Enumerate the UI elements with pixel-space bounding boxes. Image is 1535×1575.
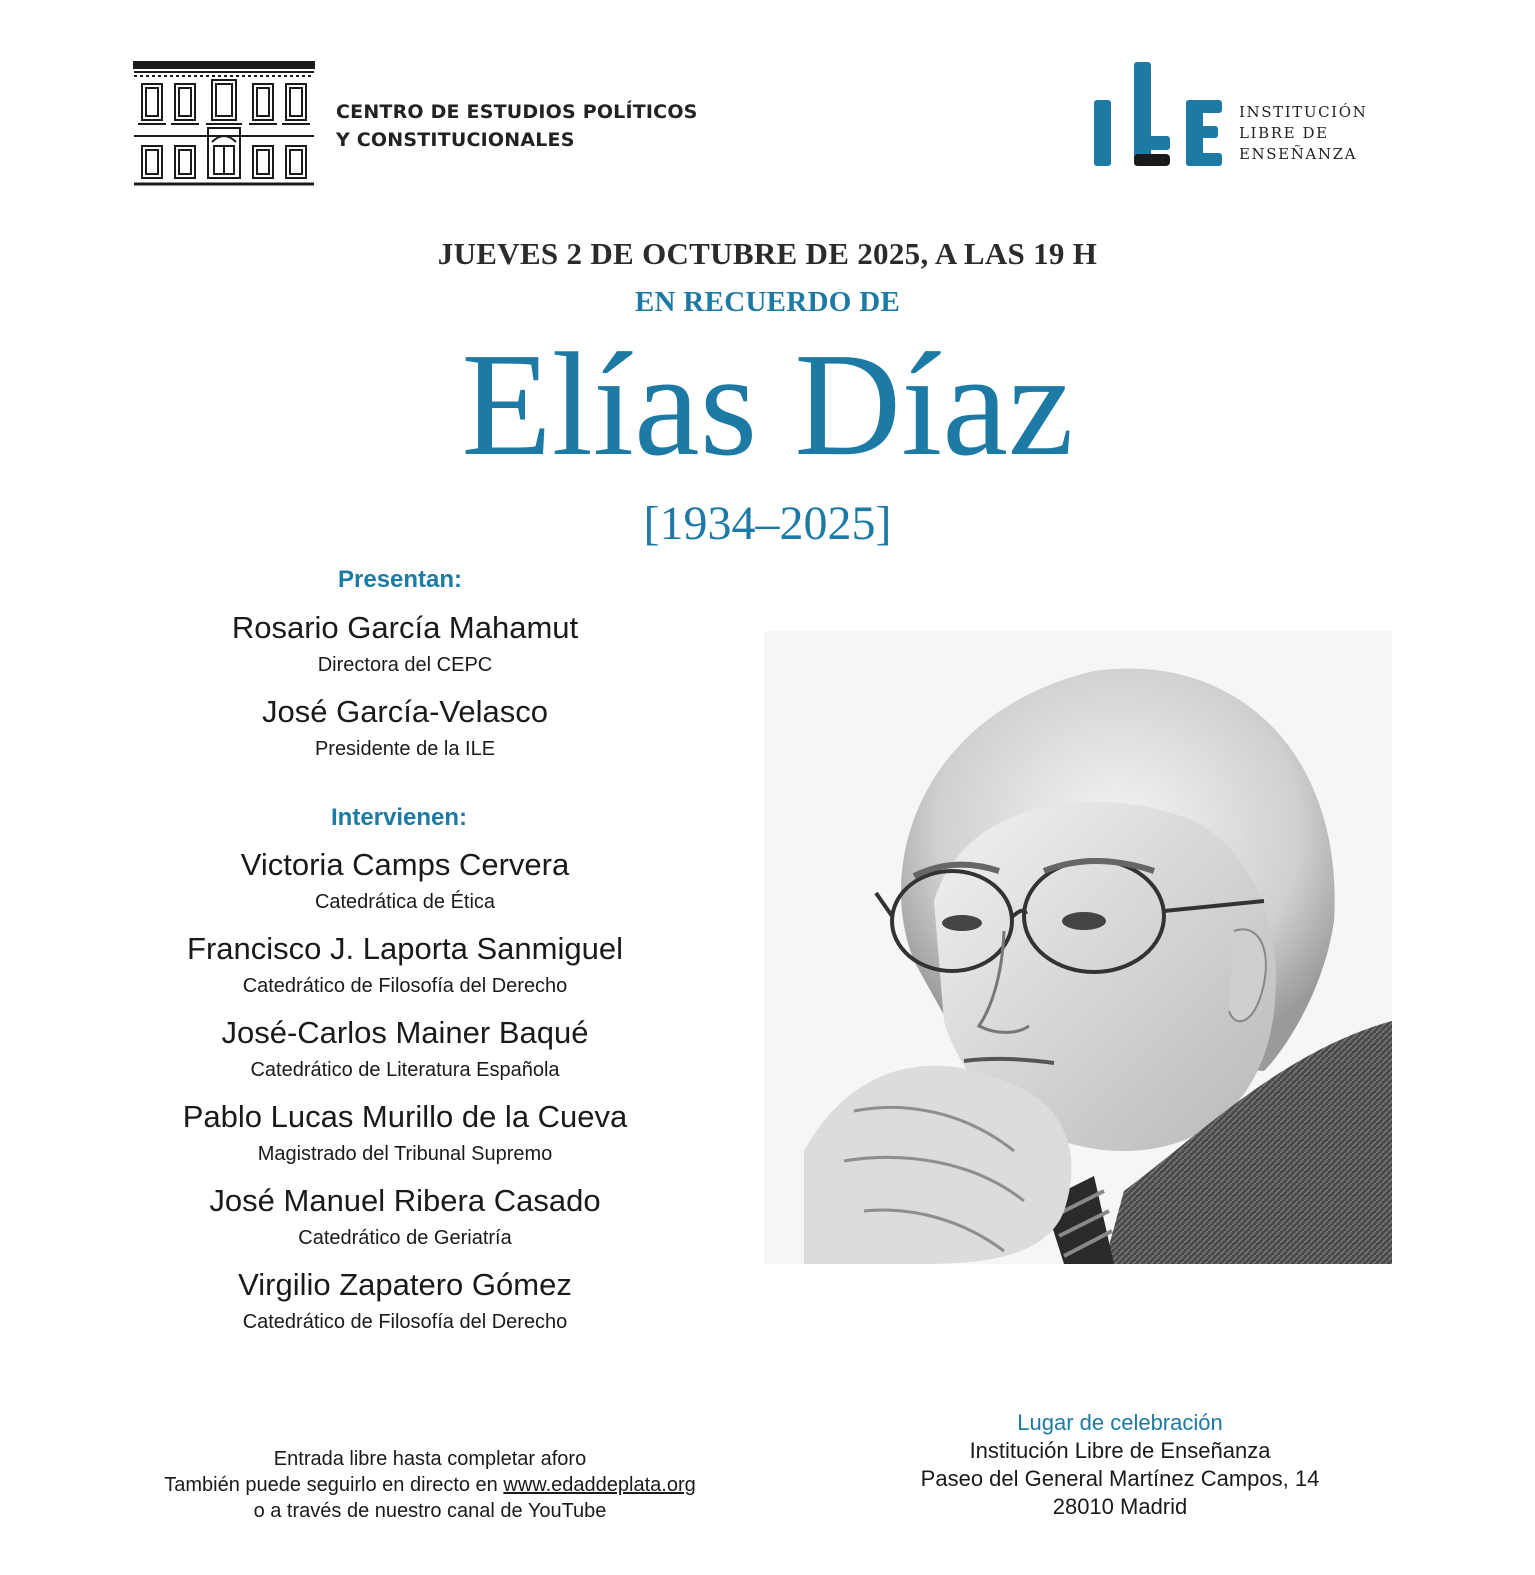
honoree-name: Elías Díaz bbox=[461, 323, 1074, 487]
youtube-note: o a través de nuestro canal de YouTube bbox=[253, 1500, 607, 1522]
cepc-institution-name bbox=[336, 98, 698, 154]
speaker-name: Francisco J. Laporta Sanmiguel bbox=[187, 931, 623, 966]
speaker-name: Pablo Lucas Murillo de la Cueva bbox=[182, 1099, 628, 1134]
venue-city: 28010 Madrid bbox=[1052, 1494, 1188, 1519]
intervienen-label: Intervienen: bbox=[331, 804, 468, 831]
streaming-note bbox=[100, 1474, 760, 1497]
venue-name: Institución Libre de Enseñanza bbox=[969, 1438, 1271, 1463]
ile-institution-name bbox=[1239, 102, 1367, 165]
cepc-building-logo bbox=[132, 58, 316, 188]
cepc-name-line1: CENTRO DE ESTUDIOS POLÍTICOS bbox=[336, 101, 698, 123]
speaker-name: José Manuel Ribera Casado bbox=[209, 1183, 601, 1218]
building-facade-icon bbox=[132, 58, 316, 188]
venue-label: Lugar de celebración bbox=[1017, 1410, 1223, 1435]
ile-logo bbox=[1092, 62, 1226, 170]
honoree-years: [1934–2025] bbox=[643, 497, 892, 550]
access-note: Entrada libre hasta completar aforo bbox=[273, 1448, 587, 1470]
speaker-name: Virgilio Zapatero Gómez bbox=[238, 1267, 572, 1302]
presenter-role: Directora del CEPC bbox=[317, 654, 493, 676]
speaker-role: Magistrado del Tribunal Supremo bbox=[257, 1143, 553, 1165]
speaker-role: Catedrático de Filosofía del Derecho bbox=[242, 1311, 568, 1333]
speaker-name: Victoria Camps Cervera bbox=[240, 847, 570, 882]
speaker-role: Catedrático de Filosofía del Derecho bbox=[242, 975, 568, 997]
presenter-role: Presidente de la ILE bbox=[314, 738, 496, 760]
venue-address: Paseo del General Martínez Campos, 14 bbox=[920, 1466, 1320, 1491]
presenter-name: Rosario García Mahamut bbox=[231, 610, 579, 645]
edaddeplata-link[interactable]: www.edaddeplata.org bbox=[503, 1474, 696, 1496]
speaker-name: José-Carlos Mainer Baqué bbox=[221, 1015, 589, 1050]
cepc-name-line2: Y CONSTITUCIONALES bbox=[336, 129, 575, 151]
speaker-role: Catedrática de Ética bbox=[314, 891, 496, 913]
ile-logo-mark-icon bbox=[1092, 62, 1226, 170]
portrait-photo bbox=[764, 631, 1392, 1264]
ile-name-line3: ENSEÑANZA bbox=[1239, 145, 1358, 163]
event-date: JUEVES 2 DE OCTUBRE DE 2025, A LAS 19 H bbox=[437, 236, 1098, 271]
speaker-role: Catedrático de Literatura Española bbox=[250, 1059, 560, 1081]
ile-name-line1: INSTITUCIÓN bbox=[1239, 103, 1368, 121]
presentan-label: Presentan: bbox=[338, 566, 463, 593]
ile-name-line2: LIBRE DE bbox=[1239, 124, 1329, 142]
streaming-note-text: También puede seguirlo en directo en bbox=[164, 1474, 504, 1496]
presenter-name: José García-Velasco bbox=[261, 694, 549, 729]
speaker-role: Catedrático de Geriatría bbox=[298, 1227, 512, 1249]
event-prefix: EN RECUERDO DE bbox=[634, 286, 901, 318]
